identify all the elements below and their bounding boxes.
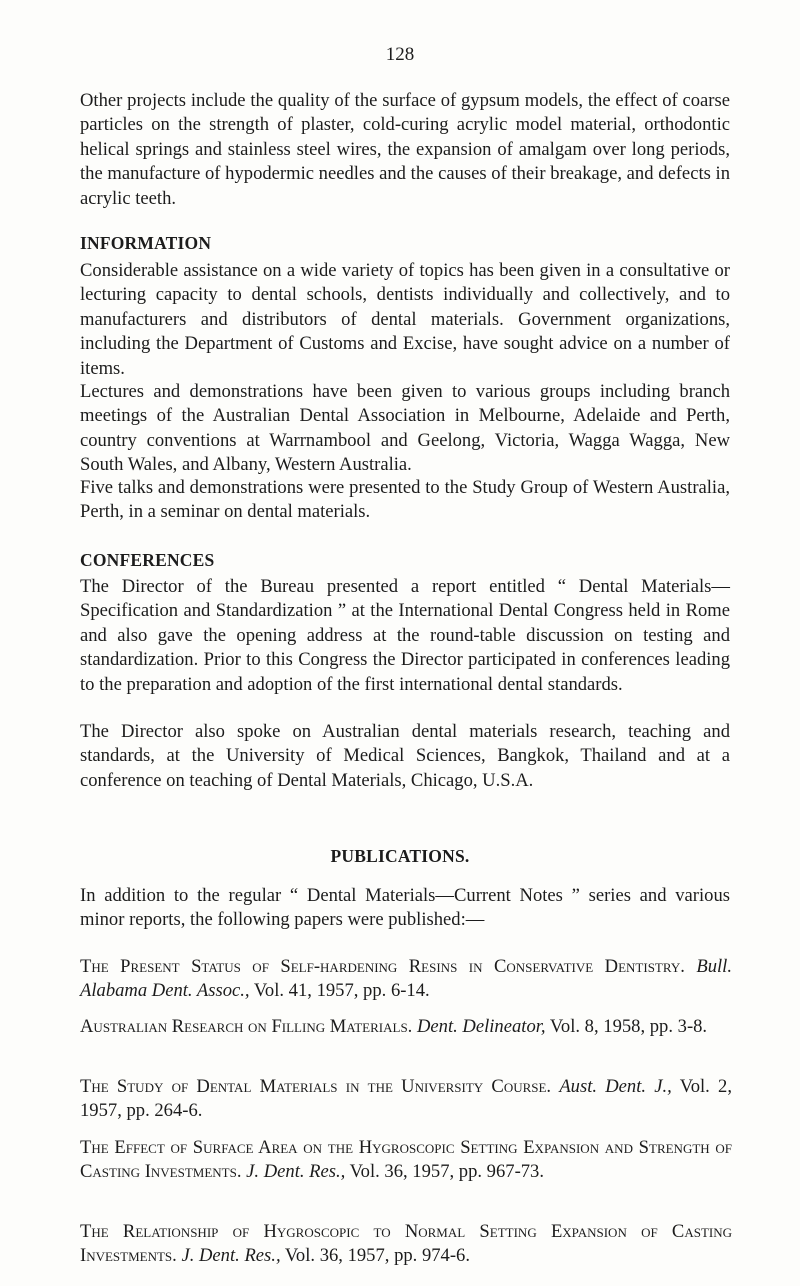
publication-details: Vol. 36, 1957, pp. 974-6. bbox=[284, 1245, 470, 1267]
publication-journal: Aust. Dent. J., bbox=[559, 1076, 672, 1097]
publication-journal: Bull. Alabama Dent. Assoc., bbox=[80, 956, 732, 1002]
publication-item bbox=[80, 1220, 732, 1269]
publications-heading: PUBLICATIONS. bbox=[330, 846, 470, 866]
publication-title: The Study of Dental Materials in the University Course. bbox=[80, 1076, 552, 1097]
publication-details: Vol. 8, 1958, pp. 3-8. bbox=[549, 1016, 708, 1037]
publication-title: The Present Status of Self-hardening Resins in Conservative Dentistry. bbox=[80, 956, 685, 977]
information-paragraph-3: Five talks and demonstrations were presented to the Study Group of Western Australia, Perth, in a seminar on dental materials. bbox=[80, 477, 730, 523]
publication-journal: J. Dent. Res., bbox=[246, 1161, 346, 1183]
information-heading: INFORMATION bbox=[80, 233, 212, 253]
conferences-paragraph-2: The Director also spoke on Australian dental materials research, teaching and standards, at the University of Medical Sciences, Bangkok, Thailand and at a conference on teaching of Dental Materials, Chicago, U.S.A. bbox=[80, 721, 730, 791]
publication-details: Vol. 41, 1957, pp. 6-14. bbox=[253, 980, 430, 1002]
publication-item bbox=[80, 955, 732, 1004]
publication-title: The Relationship of Hygroscopic to Normal Setting Expansion of Casting Investments. bbox=[80, 1221, 732, 1267]
page-number: 128 bbox=[385, 44, 415, 65]
information-paragraph-1: Considerable assistance on a wide variety of topics has been given in a consultative or lecturing capacity to dental schools, dentists individually and collectively, and to manufacturers and distributors of dental materials. Government organizations, including the Department of Customs and Excise, have sought advice on a number of items. bbox=[80, 260, 730, 379]
publications-intro: In addition to the regular “ Dental Materials—Current Notes ” series and various minor reports, the following papers were published:— bbox=[80, 885, 730, 931]
publication-title: The Effect of Surface Area on the Hygroscopic Setting Expansion and Strength of Casting Investments. bbox=[80, 1137, 732, 1183]
conferences-paragraph-1: The Director of the Bureau presented a report entitled “ Dental Materials— Specification and Standardization ” at the International Dental Congress held in Rome and also gave the opening address at the round-table discussion on testing and standardization. Prior to this Congress the Director participated in conferences leading to the preparation and adoption of the first international dental standards. bbox=[80, 576, 730, 695]
publication-journal: Dent. Delineator, bbox=[416, 1016, 546, 1037]
conferences-heading: CONFERENCES bbox=[80, 550, 215, 570]
publication-item bbox=[80, 1136, 732, 1185]
publication-details: Vol. 36, 1957, pp. 967-73. bbox=[349, 1161, 545, 1183]
publication-title: Australian Research on Filling Materials. bbox=[80, 1016, 413, 1037]
publication-item bbox=[80, 1015, 732, 1039]
publication-journal: J. Dent. Res., bbox=[181, 1245, 281, 1267]
publication-item bbox=[80, 1075, 732, 1124]
information-paragraph-2: Lectures and demonstrations have been given to various groups including branch meetings of the Australian Dental Association in Melbourne, Adelaide and Perth, country conventions at Warrnambool and Geelong, Victoria, Wagga Wagga, New South Wales, and Albany, Western Australia. bbox=[80, 381, 730, 476]
publication-details: Vol. 2, 1957, pp. 264-6. bbox=[80, 1076, 732, 1122]
intro-paragraph: Other projects include the quality of the surface of gypsum models, the effect of coarse particles on the strength of plaster, cold-curing acrylic model material, orthodontic helical springs and stainless steel wires, the expansion of amalgam over long periods, the manufacture of hypodermic needles and the causes of their breakage, and defects in acrylic teeth. bbox=[80, 90, 730, 209]
